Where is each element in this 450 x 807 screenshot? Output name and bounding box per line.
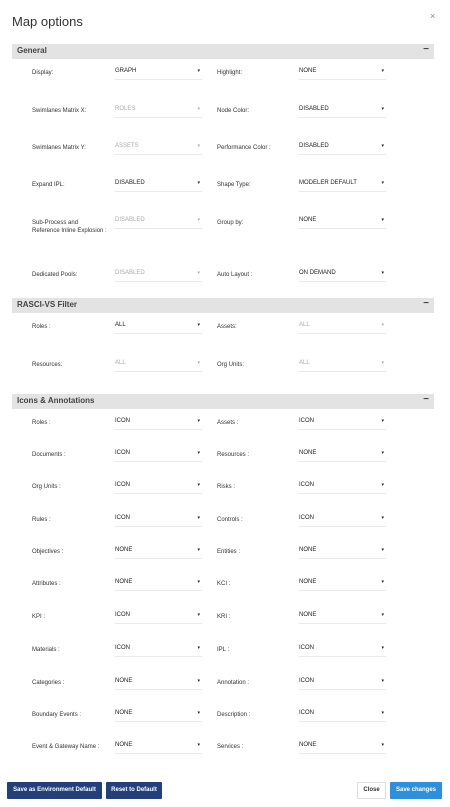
select-value: NONE	[299, 68, 317, 74]
icons-description-select[interactable]	[299, 708, 386, 722]
select-value: ICON	[115, 645, 130, 651]
select-value: ICON	[115, 450, 130, 456]
icons-kri-label: KRI :	[217, 614, 231, 620]
select-value: ICON	[115, 482, 130, 488]
select-value: GRAPH	[115, 68, 137, 74]
collapse-icon[interactable]: −	[423, 298, 429, 309]
collapse-icon[interactable]: −	[423, 44, 429, 55]
icons-resources-select[interactable]	[299, 448, 386, 462]
select-value: NONE	[115, 579, 133, 585]
icons-assets-label: Assets :	[217, 420, 239, 426]
icons-services-label: Services :	[217, 744, 244, 750]
highlight-label: Highlight:	[217, 70, 243, 76]
swimlanes-y-label: Swimlanes Matrix Y:	[32, 145, 86, 151]
rasci-org-units-select	[299, 358, 386, 372]
icons-kri-select[interactable]	[299, 610, 386, 624]
icons-annotation-select[interactable]	[299, 676, 386, 690]
select-value: NONE	[299, 217, 317, 223]
swimlanes-x-label: Swimlanes Matrix X:	[32, 108, 87, 114]
select-value: ALL	[115, 322, 126, 328]
icons-assets-select[interactable]	[299, 416, 386, 430]
chevron-down-icon: ▾	[381, 579, 384, 585]
select-value: NONE	[299, 547, 317, 553]
select-value: ROLES	[115, 106, 136, 112]
select-value: ICON	[299, 678, 314, 684]
chevron-down-icon: ▾	[197, 270, 200, 276]
select-value: ICON	[115, 418, 130, 424]
icons-materials-label: Materials :	[32, 647, 60, 653]
chevron-down-icon: ▾	[381, 612, 384, 618]
icons-resources-label: Resources :	[217, 452, 250, 458]
shape-type-label: Shape Type:	[217, 182, 251, 188]
section-rasci-header[interactable]	[12, 298, 434, 313]
section-icons-title: Icons & Annotations	[17, 396, 95, 405]
select-value: ALL	[299, 322, 310, 328]
shape-type-select[interactable]	[299, 178, 386, 192]
node-color-select[interactable]	[299, 104, 386, 118]
icons-entities-select[interactable]	[299, 545, 386, 559]
performance-color-select[interactable]	[299, 141, 386, 155]
icons-rules-label: Rules :	[32, 517, 51, 523]
display-label: Display:	[32, 70, 54, 76]
select-value: ICON	[299, 482, 314, 488]
chevron-down-icon: ▾	[197, 217, 200, 223]
icons-roles-label: Roles :	[32, 420, 51, 426]
rasci-org-units-label: Org Units:	[217, 362, 245, 368]
dialog-title: Map options	[12, 14, 83, 29]
icons-boundary-events-select[interactable]	[115, 708, 202, 722]
icons-kci-label: KCI :	[217, 581, 231, 587]
section-rasci-title: RASCI-VS Filter	[17, 300, 78, 309]
icons-event-gateway-label: Event & Gateway Name :	[32, 744, 100, 750]
section-general-header[interactable]	[12, 44, 434, 59]
chevron-down-icon: ▾	[381, 418, 384, 424]
icons-risks-label: Risks :	[217, 484, 235, 490]
icons-attributes-select[interactable]	[115, 577, 202, 591]
chevron-down-icon: ▾	[197, 710, 200, 716]
icons-risks-select[interactable]	[299, 480, 386, 494]
icons-event-gateway-select[interactable]	[115, 740, 202, 754]
icons-rules-select[interactable]	[115, 513, 202, 527]
icons-ipl-label: IPL :	[217, 647, 230, 653]
chevron-down-icon: ▾	[197, 68, 200, 74]
chevron-down-icon: ▾	[197, 360, 200, 366]
chevron-down-icon: ▾	[197, 515, 200, 521]
icons-objectives-select[interactable]	[115, 545, 202, 559]
chevron-down-icon: ▾	[197, 547, 200, 553]
chevron-down-icon: ▾	[381, 482, 384, 488]
chevron-down-icon: ▾	[381, 322, 384, 328]
select-value: DISABLED	[115, 180, 145, 186]
group-by-select[interactable]	[299, 215, 386, 229]
select-value: ICON	[299, 645, 314, 651]
rasci-roles-label: Roles :	[32, 324, 51, 330]
save-environment-default-button[interactable]: Save as Environment Default	[7, 782, 102, 799]
chevron-down-icon: ▾	[381, 106, 384, 112]
expand-ipl-select[interactable]	[115, 178, 202, 192]
icons-categories-label: Categories :	[32, 680, 65, 686]
chevron-down-icon: ▾	[197, 678, 200, 684]
close-button[interactable]: Close	[357, 782, 386, 799]
select-value: DISABLED	[299, 143, 329, 149]
icons-org-units-select[interactable]	[115, 480, 202, 494]
icons-materials-select[interactable]	[115, 643, 202, 657]
chevron-down-icon: ▾	[381, 360, 384, 366]
collapse-icon[interactable]: −	[423, 394, 429, 405]
icons-entities-label: Entities :	[217, 549, 241, 555]
select-value: NONE	[299, 742, 317, 748]
select-value: ICON	[299, 710, 314, 716]
icons-documents-select[interactable]	[115, 448, 202, 462]
dedicated-pools-select	[115, 268, 202, 282]
select-value: NONE	[115, 547, 133, 553]
display-select[interactable]	[115, 66, 202, 80]
select-value: DISABLED	[115, 217, 145, 223]
chevron-down-icon: ▾	[197, 180, 200, 186]
icons-annotation-label: Annotation :	[217, 680, 250, 686]
chevron-down-icon: ▾	[197, 579, 200, 585]
icons-boundary-events-label: Boundary Events :	[32, 712, 82, 718]
icons-kci-select[interactable]	[299, 577, 386, 591]
select-value: NONE	[299, 579, 317, 585]
icons-objectives-label: Objectives :	[32, 549, 64, 555]
icons-categories-select[interactable]	[115, 676, 202, 690]
select-value: ALL	[115, 360, 126, 366]
chevron-down-icon: ▾	[197, 450, 200, 456]
node-color-label: Node Color:	[217, 108, 250, 114]
select-value: DISABLED	[299, 106, 329, 112]
icons-documents-label: Documents :	[32, 452, 66, 458]
icons-kpi-select[interactable]	[115, 610, 202, 624]
chevron-down-icon: ▾	[381, 678, 384, 684]
auto-layout-select[interactable]	[299, 268, 386, 282]
swimlanes-x-select	[115, 104, 202, 118]
swimlanes-y-select	[115, 141, 202, 155]
chevron-down-icon: ▾	[381, 742, 384, 748]
select-value: NONE	[299, 612, 317, 618]
chevron-down-icon: ▾	[197, 143, 200, 149]
icons-attributes-label: Attributes :	[32, 581, 61, 587]
subprocess-select	[115, 215, 202, 229]
icons-roles-select[interactable]	[115, 416, 202, 430]
select-value: ICON	[299, 418, 314, 424]
rasci-assets-select	[299, 320, 386, 334]
group-by-label: Group by:	[217, 220, 244, 226]
select-value: DISABLED	[115, 270, 145, 276]
chevron-down-icon: ▾	[381, 270, 384, 276]
chevron-down-icon: ▾	[197, 322, 200, 328]
close-icon[interactable]: ×	[430, 11, 436, 21]
rasci-resources-select	[115, 358, 202, 372]
save-changes-button[interactable]: Save changes	[390, 782, 442, 799]
section-icons-header[interactable]	[12, 394, 434, 409]
select-value: NONE	[115, 742, 133, 748]
highlight-select[interactable]	[299, 66, 386, 80]
chevron-down-icon: ▾	[197, 612, 200, 618]
icons-kpi-label: KPI :	[32, 614, 46, 620]
chevron-down-icon: ▾	[381, 68, 384, 74]
icons-services-select[interactable]	[299, 740, 386, 754]
section-general-title: General	[17, 46, 47, 55]
chevron-down-icon: ▾	[197, 742, 200, 748]
chevron-down-icon: ▾	[197, 106, 200, 112]
performance-color-label: Performance Color :	[217, 145, 271, 151]
select-value: ALL	[299, 360, 310, 366]
select-value: MODELER DEFAULT	[299, 180, 357, 186]
icons-org-units-label: Org Units :	[32, 484, 61, 490]
chevron-down-icon: ▾	[381, 450, 384, 456]
select-value: ICON	[299, 515, 314, 521]
chevron-down-icon: ▾	[381, 547, 384, 553]
select-value: NONE	[115, 710, 133, 716]
chevron-down-icon: ▾	[381, 217, 384, 223]
select-value: ICON	[115, 612, 130, 618]
icons-controls-label: Controls :	[217, 517, 243, 523]
chevron-down-icon: ▾	[381, 143, 384, 149]
select-value: NONE	[299, 450, 317, 456]
expand-ipl-label: Expand IPL:	[32, 182, 65, 188]
chevron-down-icon: ▾	[197, 645, 200, 651]
rasci-roles-select[interactable]	[115, 320, 202, 334]
dedicated-pools-label: Dedicated Pools:	[32, 272, 78, 278]
chevron-down-icon: ▾	[197, 418, 200, 424]
icons-description-label: Description :	[217, 712, 251, 718]
select-value: ICON	[115, 515, 130, 521]
rasci-resources-label: Resources:	[32, 362, 63, 368]
icons-ipl-select[interactable]	[299, 643, 386, 657]
icons-controls-select[interactable]	[299, 513, 386, 527]
subprocess-label: Sub-Process and Reference Inline Explosion :	[32, 220, 107, 234]
auto-layout-label: Auto Layout :	[217, 272, 253, 278]
chevron-down-icon: ▾	[381, 710, 384, 716]
chevron-down-icon: ▾	[381, 515, 384, 521]
chevron-down-icon: ▾	[381, 180, 384, 186]
select-value: ON DEMAND	[299, 270, 336, 276]
select-value: ASSETS	[115, 143, 139, 149]
chevron-down-icon: ▾	[197, 482, 200, 488]
chevron-down-icon: ▾	[381, 645, 384, 651]
rasci-assets-label: Assets:	[217, 324, 237, 330]
select-value: NONE	[115, 678, 133, 684]
reset-default-button[interactable]: Reset to Default	[106, 782, 162, 799]
